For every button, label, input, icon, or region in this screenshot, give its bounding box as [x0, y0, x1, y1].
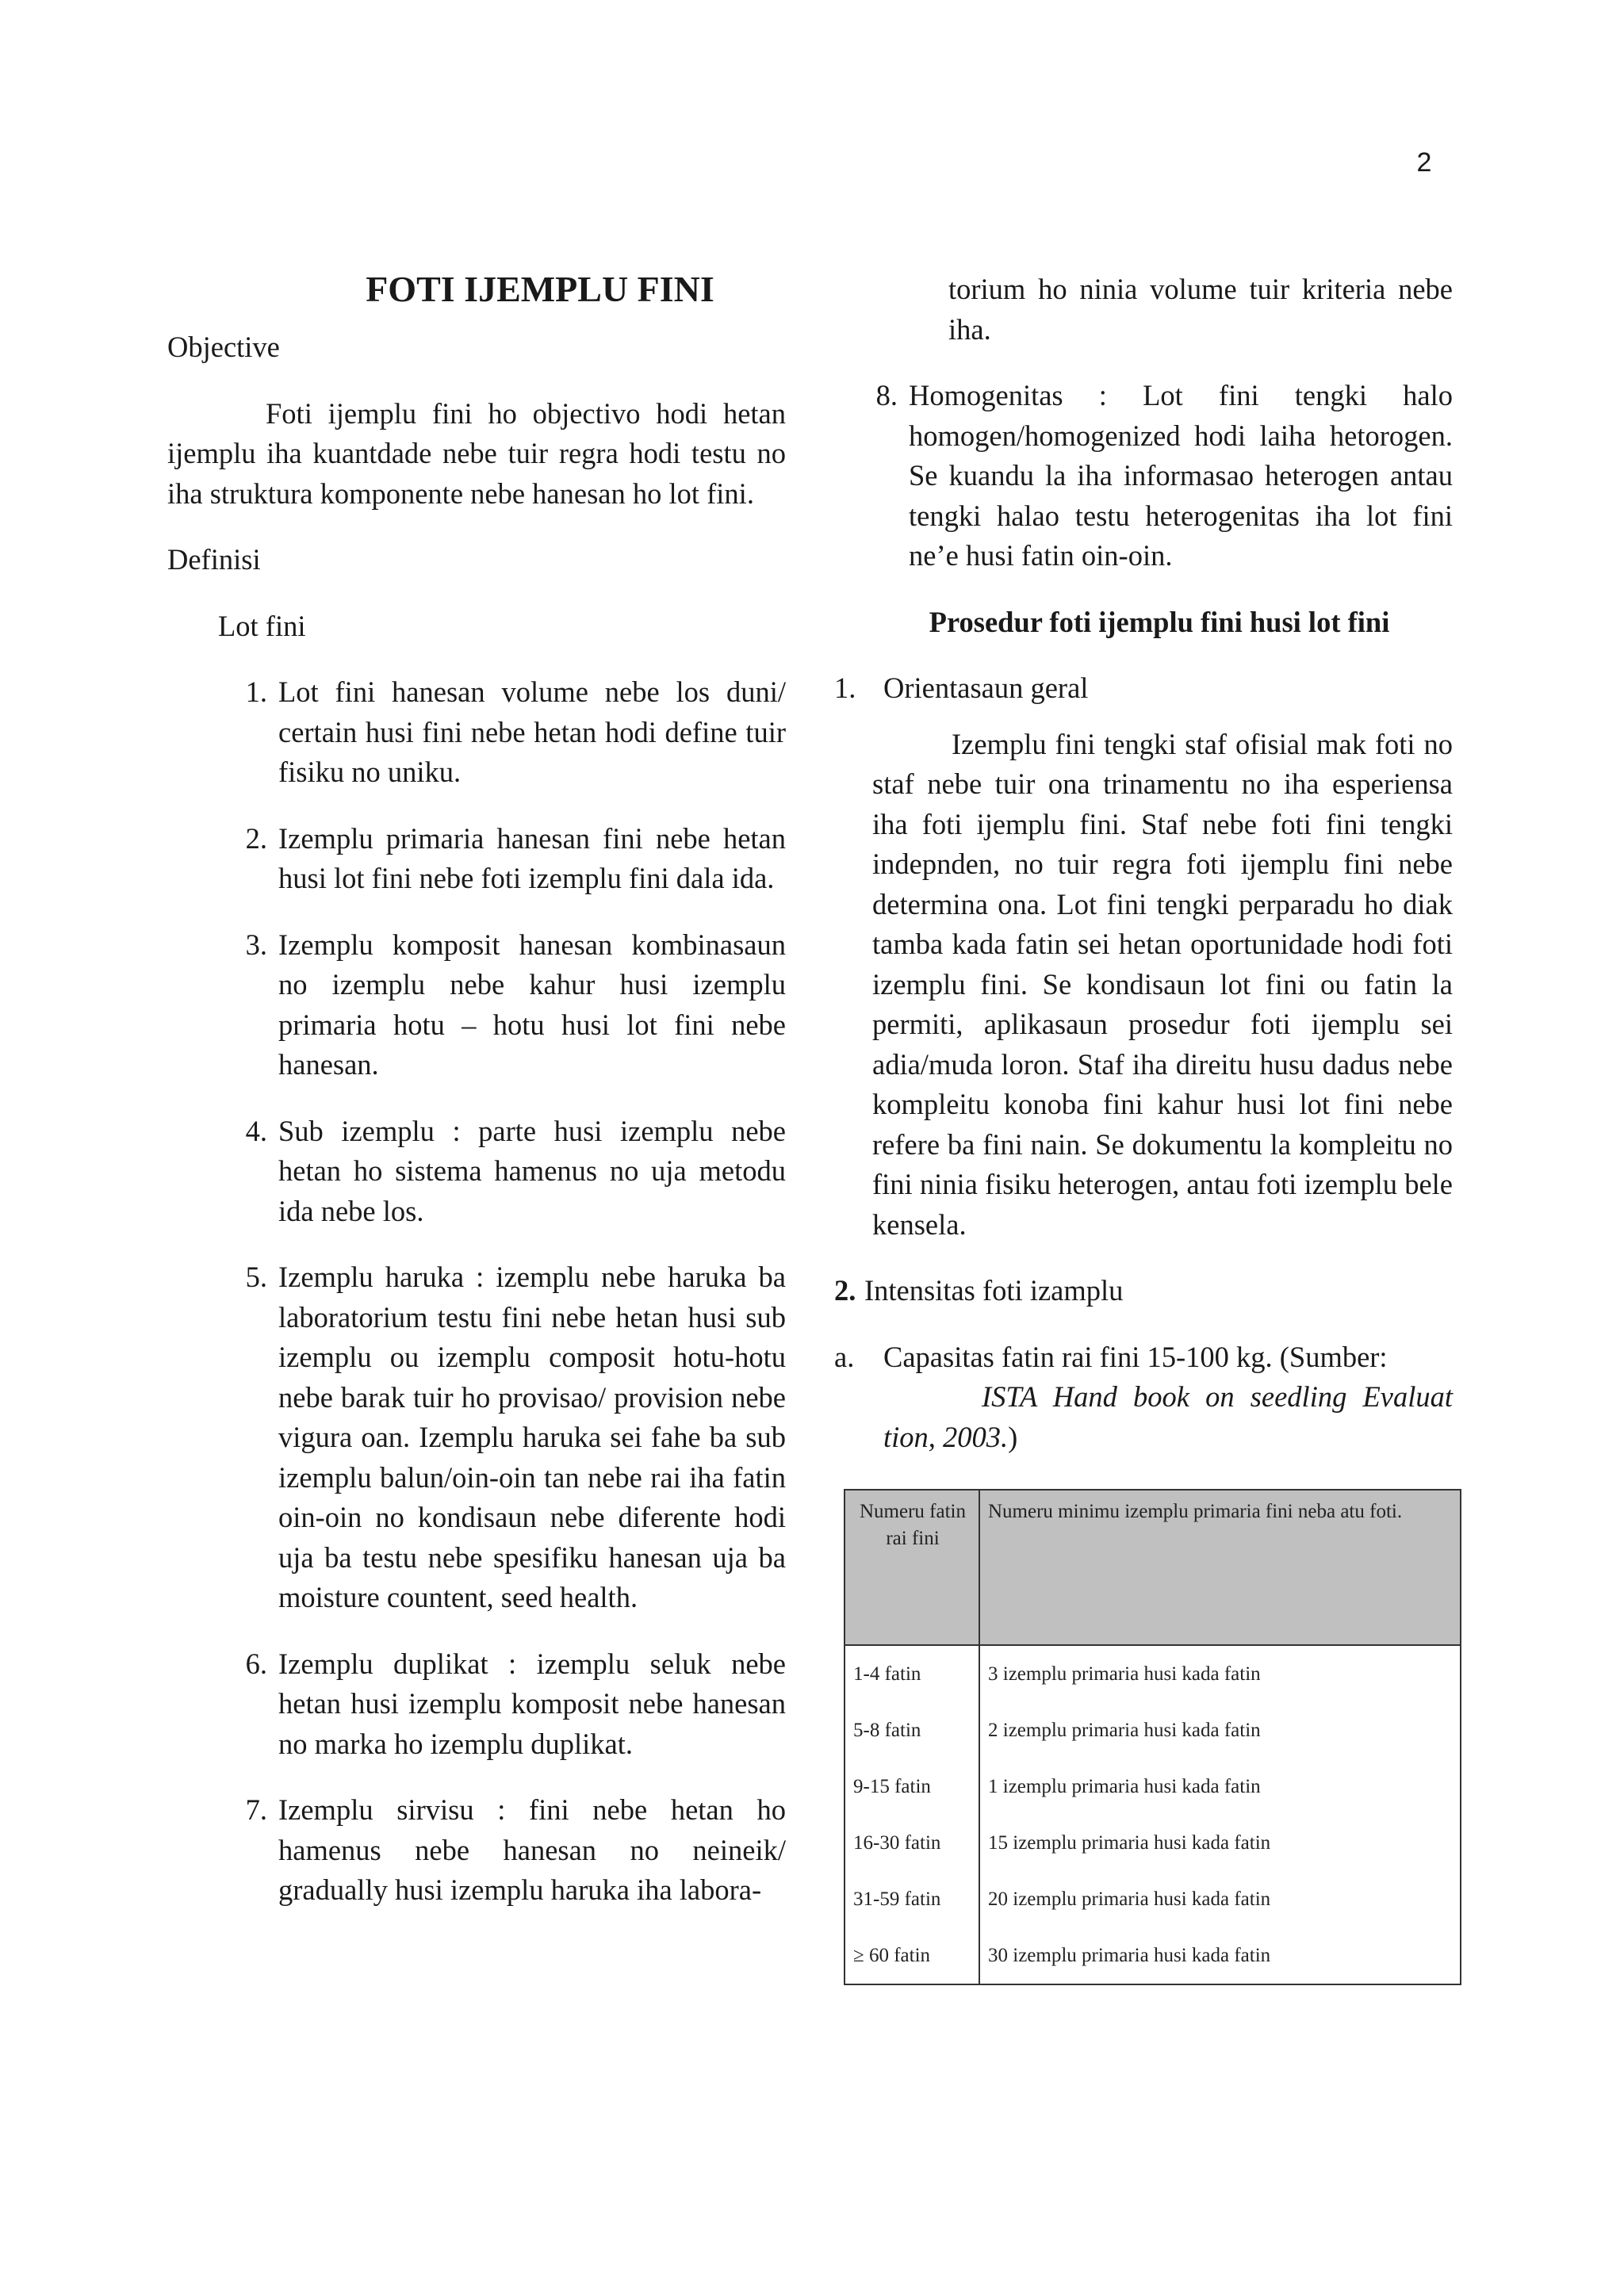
header-minimum-samples: Numeru minimu izemplu primaria fini neba atu foti.: [979, 1490, 1461, 1645]
definition-item-2: [167, 819, 786, 899]
table-row: [845, 1927, 1461, 1984]
step-a-text: [883, 1337, 1453, 1458]
definition-item-1: [167, 672, 786, 793]
table-cell: 5-8 fatin: [845, 1702, 979, 1758]
table-cell: 15 izemplu primaria husi kada fatin: [979, 1815, 1461, 1871]
sampling-intensity-table: [844, 1489, 1461, 1985]
header-container-count: Numeru fatin rai fini: [845, 1490, 979, 1645]
definition-item-5: [167, 1257, 786, 1618]
table-row: [845, 1815, 1461, 1871]
document-title: FOTI IJEMPLU FINI: [366, 269, 714, 309]
item-number: 3.: [245, 928, 267, 961]
item-7-continuation: torium ho ninia volume tuir kriteria nebe iha.: [948, 273, 1453, 346]
item-text: Sub izemplu : parte husi izemplu nebe hetan ho sistema hamenus no uja metodu ida nebe los.: [278, 1114, 786, 1227]
table-cell: 3 izemplu primaria husi kada fatin: [979, 1645, 1461, 1702]
item-number: 6.: [245, 1647, 267, 1680]
step-number: 2.: [834, 1274, 856, 1307]
step-title: Orientasaun geral: [883, 672, 1089, 704]
table-cell: 1-4 fatin: [845, 1645, 979, 1702]
objective-heading: Objective: [167, 331, 280, 363]
item-text: Izemplu primaria hanesan fini nebe hetan husi lot fini nebe foti izemplu fini dala ida.: [278, 821, 786, 894]
table-row: [845, 1871, 1461, 1927]
table-row: [845, 1645, 1461, 1702]
lot-fini-heading: Lot fini: [218, 609, 306, 642]
capacity-text: Capasitas fatin rai fini 15-100 kg. (Sumber:: [883, 1340, 1388, 1373]
source-close: ): [1008, 1420, 1018, 1453]
item-number: 7.: [245, 1793, 267, 1826]
table-row: [845, 1702, 1461, 1758]
item-number: 8.: [875, 379, 898, 411]
table-cell: 1 izemplu primaria husi kada fatin: [979, 1758, 1461, 1815]
procedure-step-2: [834, 1271, 1453, 1311]
table-header-row: [845, 1490, 1461, 1645]
table-cell: 16-30 fatin: [845, 1815, 979, 1871]
table-cell: ≥ 60 fatin: [845, 1927, 979, 1984]
procedure-heading: Prosedur foti ijemplu fini husi lot fini: [929, 605, 1390, 638]
item-number: 1.: [245, 675, 267, 708]
item-number: 4.: [245, 1114, 267, 1147]
item-text: Homogenitas : Lot fini tengki halo homogen/homogenized hodi laiha hetorogen. Se kuandu la iha informasao heterogen antau tengki halao testu heterogenitas iha lot fini ne’e husi fatin oin-oin.: [909, 379, 1453, 572]
page-number: 2: [1416, 147, 1432, 178]
left-column: [167, 266, 786, 1937]
item-number: 5.: [245, 1261, 267, 1293]
definition-item-8: [834, 376, 1453, 576]
item-text: Izemplu haruka : izemplu nebe haruka ba laboratorium testu fini nebe hetan husi sub izemplu ou izemplu composit hotu-hotu nebe barak tuir ho provisao/ provision nebe vigura oan. Izemplu haruka sei fahe ba sub izemplu balun/oin-oin tan nebe rai iha fatin oin-oin no kondisaun nebe diferente hodi uja ba testu nebe spesifiku hanesan uja ba moisture countent, seed health.: [278, 1261, 786, 1613]
step-title: Intensitas foti izamplu: [864, 1274, 1124, 1307]
table-cell: 2 izemplu primaria husi kada fatin: [979, 1702, 1461, 1758]
item-text: Lot fini hanesan volume nebe los duni/ certain husi fini nebe hetan hodi define tuir fisiku no uniku.: [278, 675, 786, 788]
table-cell: 9-15 fatin: [845, 1758, 979, 1815]
procedure-step-a: [834, 1337, 1453, 1458]
item-text: Izemplu sirvisu : fini nebe hetan ho hamenus nebe hanesan no neineik/ gradually husi izemplu haruka iha labora-: [278, 1793, 786, 1906]
definition-item-6: [167, 1644, 786, 1765]
source-citation: ISTA Hand book on seedling Evaluat tion, 2003.: [883, 1380, 1453, 1453]
definition-item-4: [167, 1112, 786, 1232]
orientation-paragraph: Izemplu fini tengki staf ofisial mak foti no staf nebe tuir ona trinamentu no iha esperiensa iha foti ijemplu fini. Staf nebe foti fini tengki indepnden, no tuir regra foti ijemplu fini nebe determina ona. Lot fini tengki perparadu ho diak tamba kada fatin sei hetan oportunidade hodi foti izemplu fini. Se kondisaun lot fini ou fatin la permiti, aplikasaun prosedur foti ijemplu sei adia/muda loron. Staf iha direitu husu dadus nebe kompleitu konoba fini kahur husi lot fini nebe refere ba fini nain. Se dokumentu la kompleitu no fini ninia fisiku heterogen, antau foti izemplu bele kensela.: [872, 727, 1453, 1241]
item-text: Izemplu duplikat : izemplu seluk nebe hetan husi izemplu komposit nebe hanesan no marka ho izemplu duplikat.: [278, 1647, 786, 1760]
definition-item-3: [167, 925, 786, 1085]
objective-paragraph: Foti ijemplu fini ho objectivo hodi hetan ijemplu iha kuantdade nebe tuir regra hodi testu no iha struktura komponente nebe hanesan ho lot fini.: [167, 396, 786, 510]
procedure-step-1: [834, 668, 1453, 709]
definisi-heading: Definisi: [167, 543, 261, 576]
item-text: Izemplu komposit hanesan kombinasaun no izemplu nebe kahur husi izemplu primaria hotu – hotu husi lot fini nebe hanesan.: [278, 928, 786, 1081]
step-letter: a.: [834, 1340, 855, 1373]
table-cell: 31-59 fatin: [845, 1871, 979, 1927]
right-column: [834, 270, 1453, 1985]
definition-item-7: [167, 1790, 786, 1911]
table-cell: 20 izemplu primaria husi kada fatin: [979, 1871, 1461, 1927]
item-number: 2.: [245, 821, 267, 855]
step-number: 1.: [834, 672, 856, 704]
table-cell: 30 izemplu primaria husi kada fatin: [979, 1927, 1461, 1984]
table-row: [845, 1758, 1461, 1815]
